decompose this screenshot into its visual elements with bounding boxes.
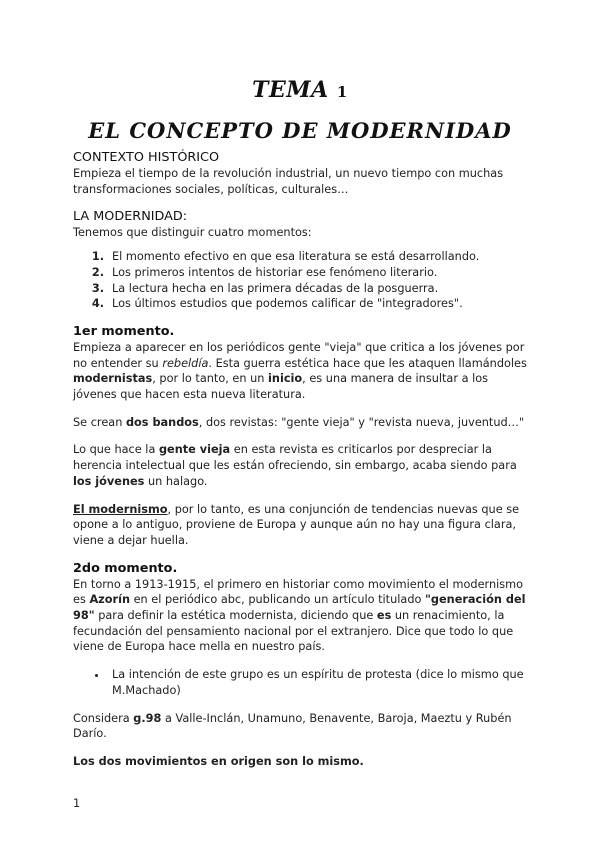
title-main: EL CONCEPTO DE MODERNIDAD [88, 118, 512, 143]
list-item: 3. La lectura hecha en las primera décadas de la posguerra. [108, 281, 533, 297]
title-tema [0, 77, 600, 103]
momentos-list [73, 249, 533, 312]
modernidad-heading: LA MODERNIDAD: [73, 209, 188, 225]
contexto-text: Empieza el tiempo de la revolución industrial, un nuevo tiempo con muchas transformaciones sociales, políticas, culturales… [73, 167, 504, 196]
page-content [73, 150, 533, 770]
primer-paragraph-1: Empieza a aparecer en los periódicos gente "vieja" que critica a los jóvenes por no entender su rebeldía. Esta guerra estética hace que les ataquen llamándoles modernistas, por lo tanto, en un inicio, es una manera de insultar a los jóvenes que hacen esta nueva literatura. [73, 340, 527, 402]
segundo-momento-heading: 2do momento. [73, 560, 178, 576]
modernidad-intro: Tenemos que distinguir cuatro momentos: [73, 226, 312, 240]
segundo-paragraph-1: En torno a 1913-1915, el primero en historiar como movimiento el modernismo es Azorín en el periódico abc, publicando un artículo titulado "generación del 98" para definir la estética modernista, diciendo que es un renacimiento, la fecundación del pensamiento nacional por el extranjero. Dice que todo lo que viene de Europa hace mella en nuestro país. [73, 577, 526, 654]
title-tema-text: TEMA [252, 77, 329, 103]
title-number: 1 [336, 83, 348, 101]
contexto-heading: CONTEXTO HISTÓRICO [73, 150, 220, 165]
list-item: 4. Los últimos estudios que podemos calificar de "integradores". [108, 296, 533, 312]
segundo-paragraph-2: Considera g.98 a Valle-Inclán, Unamuno, Benavente, Baroja, Maeztu y Rubén Darío. [73, 711, 512, 741]
primer-momento-heading: 1er momento. [73, 323, 175, 339]
list-item: 2. Los primeros intentos de historiar ese fenómeno literario. [108, 265, 533, 281]
page-number: 1 [73, 797, 81, 810]
list-item: 1. El momento efectivo en que esa literatura se está desarrollando. [108, 249, 533, 265]
primer-paragraph-2: Se crean dos bandos, dos revistas: "gente vieja" y "revista nueva, juventud…" [73, 415, 525, 429]
segundo-bullet-list [73, 667, 533, 698]
list-item: • La intención de este grupo es un espíritu de protesta (dice lo mismo que M.Machado) [108, 667, 533, 698]
primer-paragraph-4: El modernismo, por lo tanto, es una conjunción de tendencias nuevas que se opone a lo antiguo, proviene de Europa y aunque aún no hay una figura clara, viene a dejar huella. [73, 502, 520, 547]
primer-paragraph-3: Lo que hace la gente vieja en esta revista es criticarlos por despreciar la herencia intelectual que les están ofreciendo, sin embargo, acaba siendo para los jóvenes un halago. [73, 443, 517, 488]
segundo-paragraph-3: Los dos movimientos en origen son lo mismo. [73, 754, 364, 768]
